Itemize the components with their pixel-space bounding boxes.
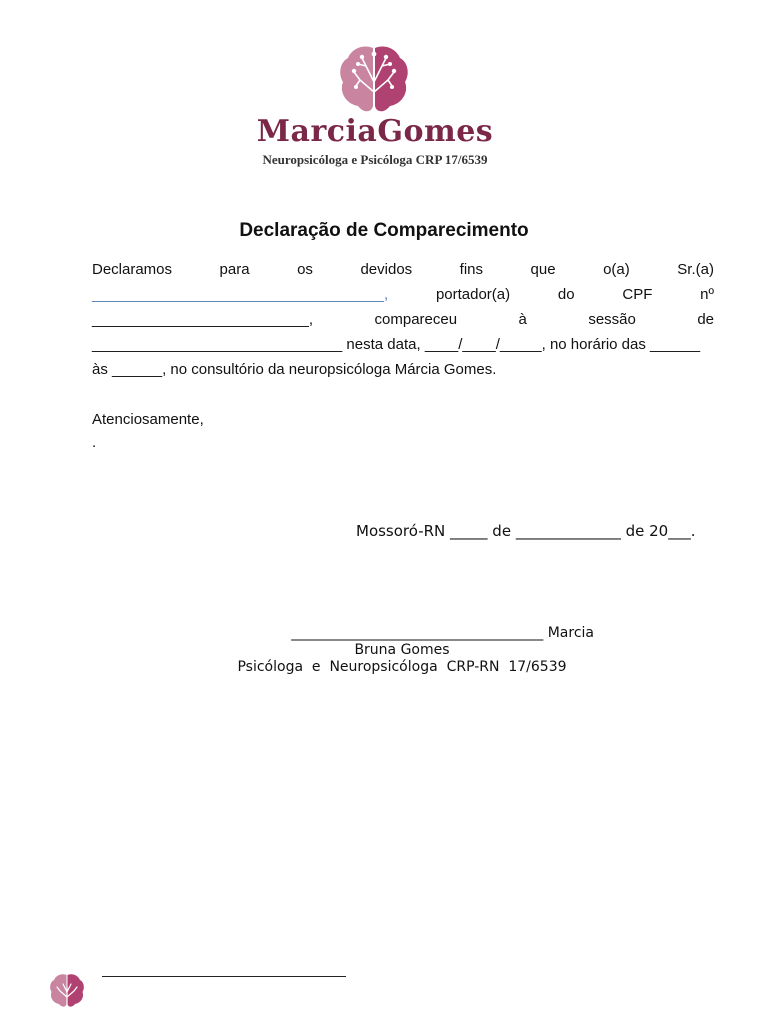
cpf-blank: __________________________, bbox=[92, 311, 314, 328]
brain-tree-icon bbox=[48, 972, 86, 1010]
brain-tree-icon bbox=[336, 42, 412, 118]
word: do bbox=[557, 286, 575, 303]
paragraph-line bbox=[92, 257, 714, 282]
word: para bbox=[219, 261, 250, 278]
name-blank: ___________________________________, bbox=[92, 286, 389, 303]
word: de bbox=[697, 311, 714, 328]
footer-divider bbox=[102, 976, 346, 977]
word: os bbox=[297, 261, 313, 278]
closing-text: Atenciosamente, bbox=[92, 411, 204, 428]
brand-name: MarciaGomes bbox=[256, 114, 494, 149]
header-logo bbox=[240, 40, 510, 175]
signature-credentials: Psicóloga e Neuropsicóloga CRP-RN 17/6539 bbox=[237, 659, 567, 675]
word: que bbox=[530, 261, 556, 278]
paragraph-line: ______________________________ nesta data, ____/____/_____, no horário das ______ bbox=[92, 336, 701, 353]
word: compareceu bbox=[374, 311, 458, 328]
word: devidos bbox=[360, 261, 413, 278]
place-date-line: Mossoró-RN _____ de ______________ de 20___. bbox=[356, 522, 696, 540]
signature-block bbox=[210, 625, 594, 676]
word: Sr.(a) bbox=[677, 261, 714, 278]
word: CPF bbox=[622, 286, 653, 303]
paragraph-line: às ______, no consultório da neuropsicóloga Márcia Gomes. bbox=[92, 361, 497, 378]
signature-line: ____________________________________ Marcia bbox=[291, 625, 594, 641]
paragraph-line bbox=[92, 307, 714, 332]
declaration-paragraph bbox=[92, 257, 714, 382]
word: portador(a) bbox=[435, 286, 511, 303]
document-title: Declaração de Comparecimento bbox=[239, 220, 529, 241]
paragraph-line bbox=[92, 282, 714, 307]
word: fins bbox=[459, 261, 484, 278]
brand-subtitle: Neuropsicóloga e Psicóloga CRP 17/6539 bbox=[262, 152, 488, 167]
word: o(a) bbox=[603, 261, 630, 278]
word: Declaramos bbox=[92, 261, 173, 278]
word: sessão bbox=[588, 311, 636, 328]
word: à bbox=[518, 311, 527, 328]
closing-dot: . bbox=[92, 434, 97, 451]
word: nº bbox=[700, 286, 714, 303]
signature-name: Bruna Gomes bbox=[354, 642, 450, 658]
